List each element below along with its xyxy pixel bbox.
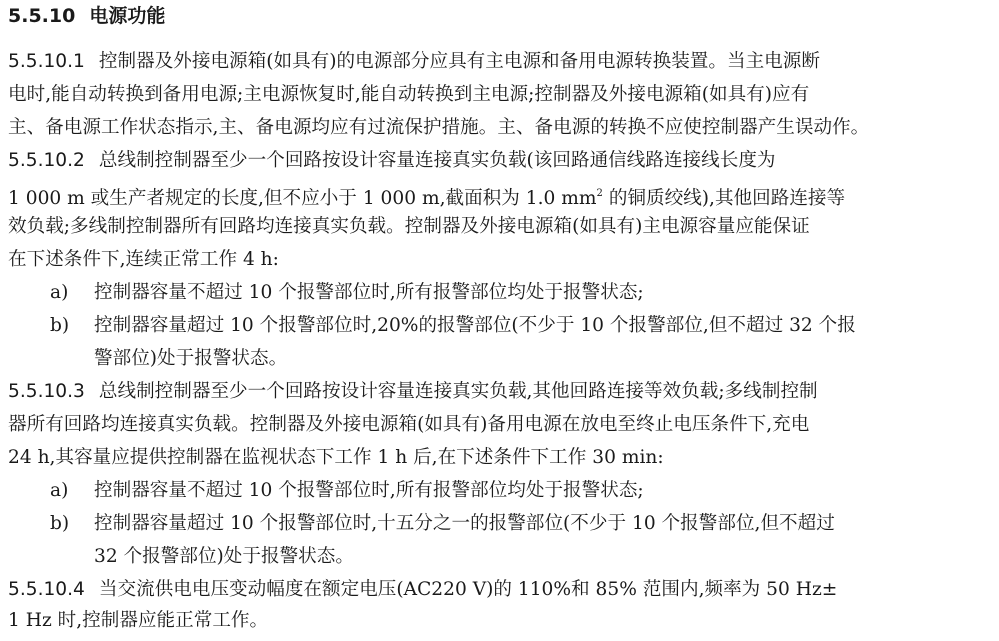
clause-2-line-1 [8, 146, 776, 176]
clause-4-line-1 [8, 575, 837, 605]
clause-3-line-1 [8, 377, 818, 407]
list-item-text: 控制器容量不超过 10 个报警部位时,所有报警部位均处于报警状态; [94, 480, 644, 501]
list-marker: a) [50, 480, 69, 501]
clause-1-line-2: 电时,能自动转换到备用电源;主电源恢复时,能自动转换到主电源;控制器及外接电源箱(如具有)应有 [8, 84, 810, 105]
clause-2-line-3: 效负载;多线制控制器所有回路均连接真实负载。控制器及外接电源箱(如具有)主电源容量应能保证 [8, 216, 810, 237]
list-item-b-continuation: 警部位)处于报警状态。 [94, 348, 288, 369]
clause-2-line-2 [8, 179, 845, 214]
clause-3-line-2: 器所有回路均连接真实负载。控制器及外接电源箱(如具有)备用电源在放电至终止电压条件下,充电 [8, 414, 810, 435]
list-item-a [50, 476, 644, 506]
clause-number: 5.5.10.3 [8, 381, 85, 402]
list-item-b [50, 311, 856, 341]
clause-number: 5.5.10.4 [8, 579, 85, 600]
list-item-text: 控制器容量超过 10 个报警部位时,十五分之一的报警部位(不少于 10 个报警部位,但不超过 [94, 513, 835, 534]
clause-3-line-3: 24 h,其容量应提供控制器在监视状态下工作 1 h 后,在下述条件下工作 30 min: [8, 447, 664, 468]
superscript: 2 [596, 188, 603, 199]
clause-text: 总线制控制器至少一个回路按设计容量连接真实负载(该回路通信线路连接线长度为 [98, 150, 776, 171]
list-item-b [50, 509, 835, 539]
list-marker: b) [50, 315, 70, 336]
list-item-text: 控制器容量超过 10 个报警部位时,20%的报警部位(不少于 10 个报警部位,但不超过 32 个报 [94, 315, 856, 336]
list-item-text: 控制器容量不超过 10 个报警部位时,所有报警部位均处于报警状态; [94, 282, 644, 303]
section-title: 电源功能 [89, 5, 166, 27]
clause-number: 5.5.10.2 [8, 150, 85, 171]
list-item-a [50, 278, 644, 308]
clause-number: 5.5.10.1 [8, 51, 85, 72]
clause-4-line-2: 1 Hz 时,控制器应能正常工作。 [8, 610, 269, 631]
clause-text: 总线制控制器至少一个回路按设计容量连接真实负载,其他回路连接等效负载;多线制控制 [98, 381, 818, 402]
clause-text: 控制器及外接电源箱(如具有)的电源部分应具有主电源和备用电源转换装置。当主电源断 [98, 51, 820, 72]
list-marker: b) [50, 513, 70, 534]
list-marker: a) [50, 282, 69, 303]
list-item-b-continuation: 32 个报警部位)处于报警状态。 [94, 546, 354, 567]
clause-1-line-3: 主、备电源工作状态指示,主、备电源均应有过流保护措施。主、备电源的转换不应使控制器产生误动作。 [8, 117, 870, 138]
clause-text-tail: 的铜质绞线),其他回路连接等 [602, 188, 846, 209]
section-heading [8, 2, 165, 30]
clause-text: 当交流供电电压变动幅度在额定电压(AC220 V)的 110%和 85% 范围内,频率为 50 Hz± [98, 579, 838, 600]
section-number: 5.5.10 [8, 5, 76, 27]
clause-text: 1 000 m 或生产者规定的长度,但不应小于 1 000 m,截面积为 1.0 mm [8, 188, 597, 209]
clause-2-line-4: 在下述条件下,连续正常工作 4 h: [8, 249, 279, 270]
clause-1-line-1 [8, 47, 820, 77]
